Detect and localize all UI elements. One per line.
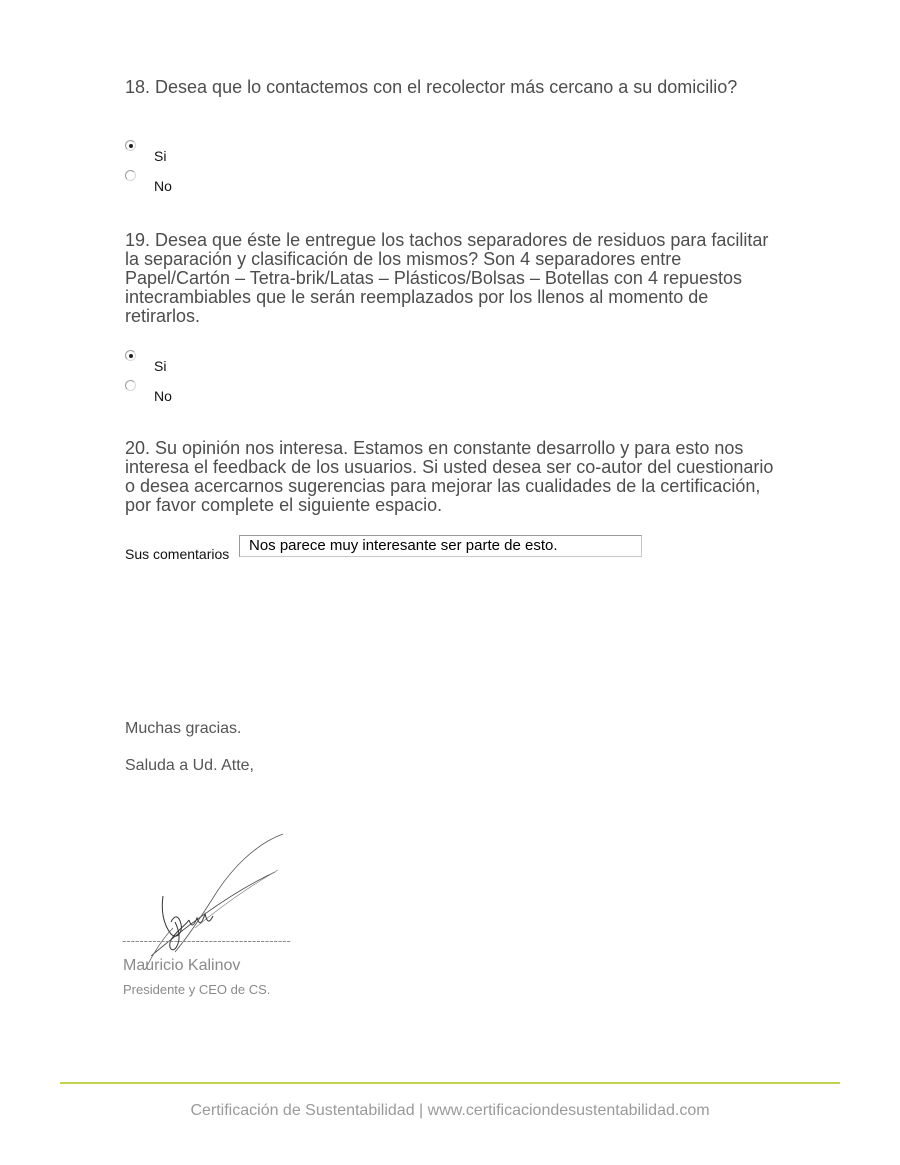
- q19-radio-no[interactable]: [125, 380, 136, 391]
- question-20-text: 20. Su opinión nos interesa. Estamos en constante desarrollo y para esto nos interesa el feedback de los usuarios. Si usted desea ser co-autor del cuestionario o desea acercarnos sugerencias para mejorar las cualidades de la certificación, por favor complete el siguiente espacio.: [125, 438, 774, 515]
- question-18-text: 18. Desea que lo contactemos con el recolector más cercano a su domicilio?: [125, 77, 738, 97]
- q18-radio-si[interactable]: [125, 140, 136, 151]
- footer-text: Certificación de Sustentabilidad | www.certificaciondesustentabilidad.com: [190, 1102, 710, 1119]
- q18-radio-no[interactable]: [125, 170, 136, 181]
- closing-greeting: Saluda a Ud. Atte,: [125, 757, 254, 774]
- q19-radio-si[interactable]: [125, 350, 136, 361]
- comments-label: Sus comentarios: [125, 546, 230, 562]
- q18-option-si-label: Si: [154, 148, 167, 164]
- question-19-text: 19. Desea que éste le entregue los tachos separadores de residuos para facilitar la separación y clasificación de los mismos? Son 4 separadores entre Papel/Cartón – Tetra-brik/Latas – Plásticos/Bolsas – Botellas con 4 repuestos intecrambiables que le serán reemplazados por los llenos al momento de retirarlos.: [125, 230, 769, 326]
- q19-option-no-label: No: [154, 388, 172, 404]
- handwritten-signature: [135, 830, 295, 970]
- signer-role: Presidente y CEO de CS.: [123, 982, 271, 997]
- q19-option-si-label: Si: [154, 358, 167, 374]
- q18-option-no-label: No: [154, 178, 172, 194]
- closing-thanks: Muchas gracias.: [125, 720, 242, 737]
- signer-name: Mauricio Kalinov: [123, 957, 241, 974]
- footer-divider: [60, 1082, 840, 1084]
- comments-field[interactable]: Nos parece muy interesante ser parte de esto.: [239, 535, 642, 557]
- signature-line: ---------------------------------------: [122, 933, 291, 948]
